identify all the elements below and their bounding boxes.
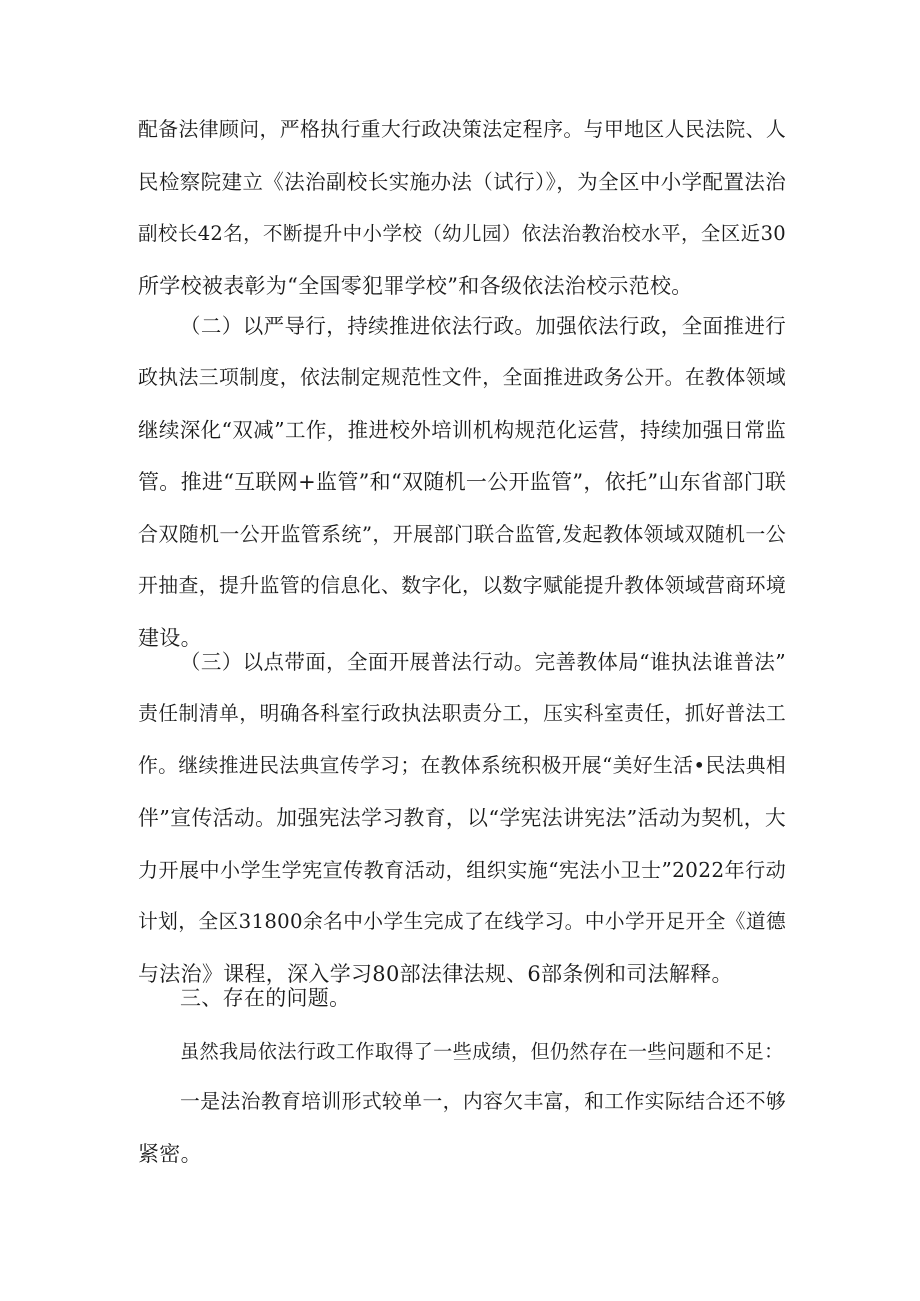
text-line: 与法治》课程，深入学习80部法律法规、6部条例和司法解释。: [138, 962, 733, 986]
text-line: 开抽查，提升监管的信息化、数字化，以数字赋能提升教体领域营商环境: [138, 574, 786, 597]
text-line: 计划，全区31800余名中小学生完成了在线学习。中小学开足开全《道德: [138, 910, 786, 933]
section-heading-problems: [138, 972, 786, 1024]
text-line: 民检察院建立《法治副校长实施办法（试行）》，为全区中小学配置法治: [138, 170, 786, 194]
text-line: 伴”宣传活动。加强宪法学习教育，以“学宪法讲宪法”活动为契机，大: [138, 806, 786, 830]
text-line: 继续深化“双减”工作，推进校外培训机构规范化运营，持续加强日常监: [138, 418, 786, 442]
text-line: 力开展中小学生学宪宣传教育活动，组织实施“宪法小卫士”2022年行动: [138, 858, 786, 882]
text-line: 所学校被表彰为“全国零犯罪学校”和各级依法治校示范校。: [138, 274, 693, 298]
text-line: 一是法治教育培训形式较单一，内容欠丰富，和工作实际结合还不够: [180, 1090, 786, 1113]
paragraph-legal-education: [138, 636, 786, 1000]
text-line: 政执法三项制度，依法制定规范性文件，全面推进政务公开。在教体领域: [138, 366, 786, 389]
text-line: （三）以点带面，全面开展普法行动。完善教体局“谁执法谁普法”: [180, 650, 786, 674]
text-line: 配备法律顾问，严格执行重大行政决策法定程序。与甲地区人民法院、人: [138, 118, 786, 141]
text-line: （二）以严导行，持续推进依法行政。加强依法行政，全面推进行: [180, 314, 786, 338]
paragraph-problem-one: [138, 1076, 786, 1180]
text-line: 作。继续推进民法典宣传学习；在教体系统积极开展“美好生活•民法典相: [138, 754, 786, 777]
text-line: 紧密。: [138, 1142, 202, 1166]
text-line: 建设。: [138, 626, 202, 650]
text-line: 虽然我局依法行政工作取得了一些成绩，但仍然存在一些问题和不足：: [180, 1040, 784, 1063]
text-line: 管。推进“互联网+监管”和“双随机一公开监管”，依托”山东省部门联: [138, 470, 787, 494]
paragraph-problems-intro: [138, 1026, 786, 1078]
text-line: 副校长42名，不断提升中小学校（幼儿园）依法治教治校水平，全区近30: [138, 222, 786, 245]
text-line: 责任制清单，明确各科室行政执法职责分工，压实科室责任，抓好普法工: [138, 702, 786, 725]
paragraph-administration-by-law: [138, 300, 786, 664]
text-line: 合双随机一公开监管系统”，开展部门联合监管,发起教体领域双随机一公: [138, 522, 786, 546]
paragraph-legal-advisor: [138, 104, 786, 312]
text-line: 三、存在的问题。: [180, 986, 351, 1010]
